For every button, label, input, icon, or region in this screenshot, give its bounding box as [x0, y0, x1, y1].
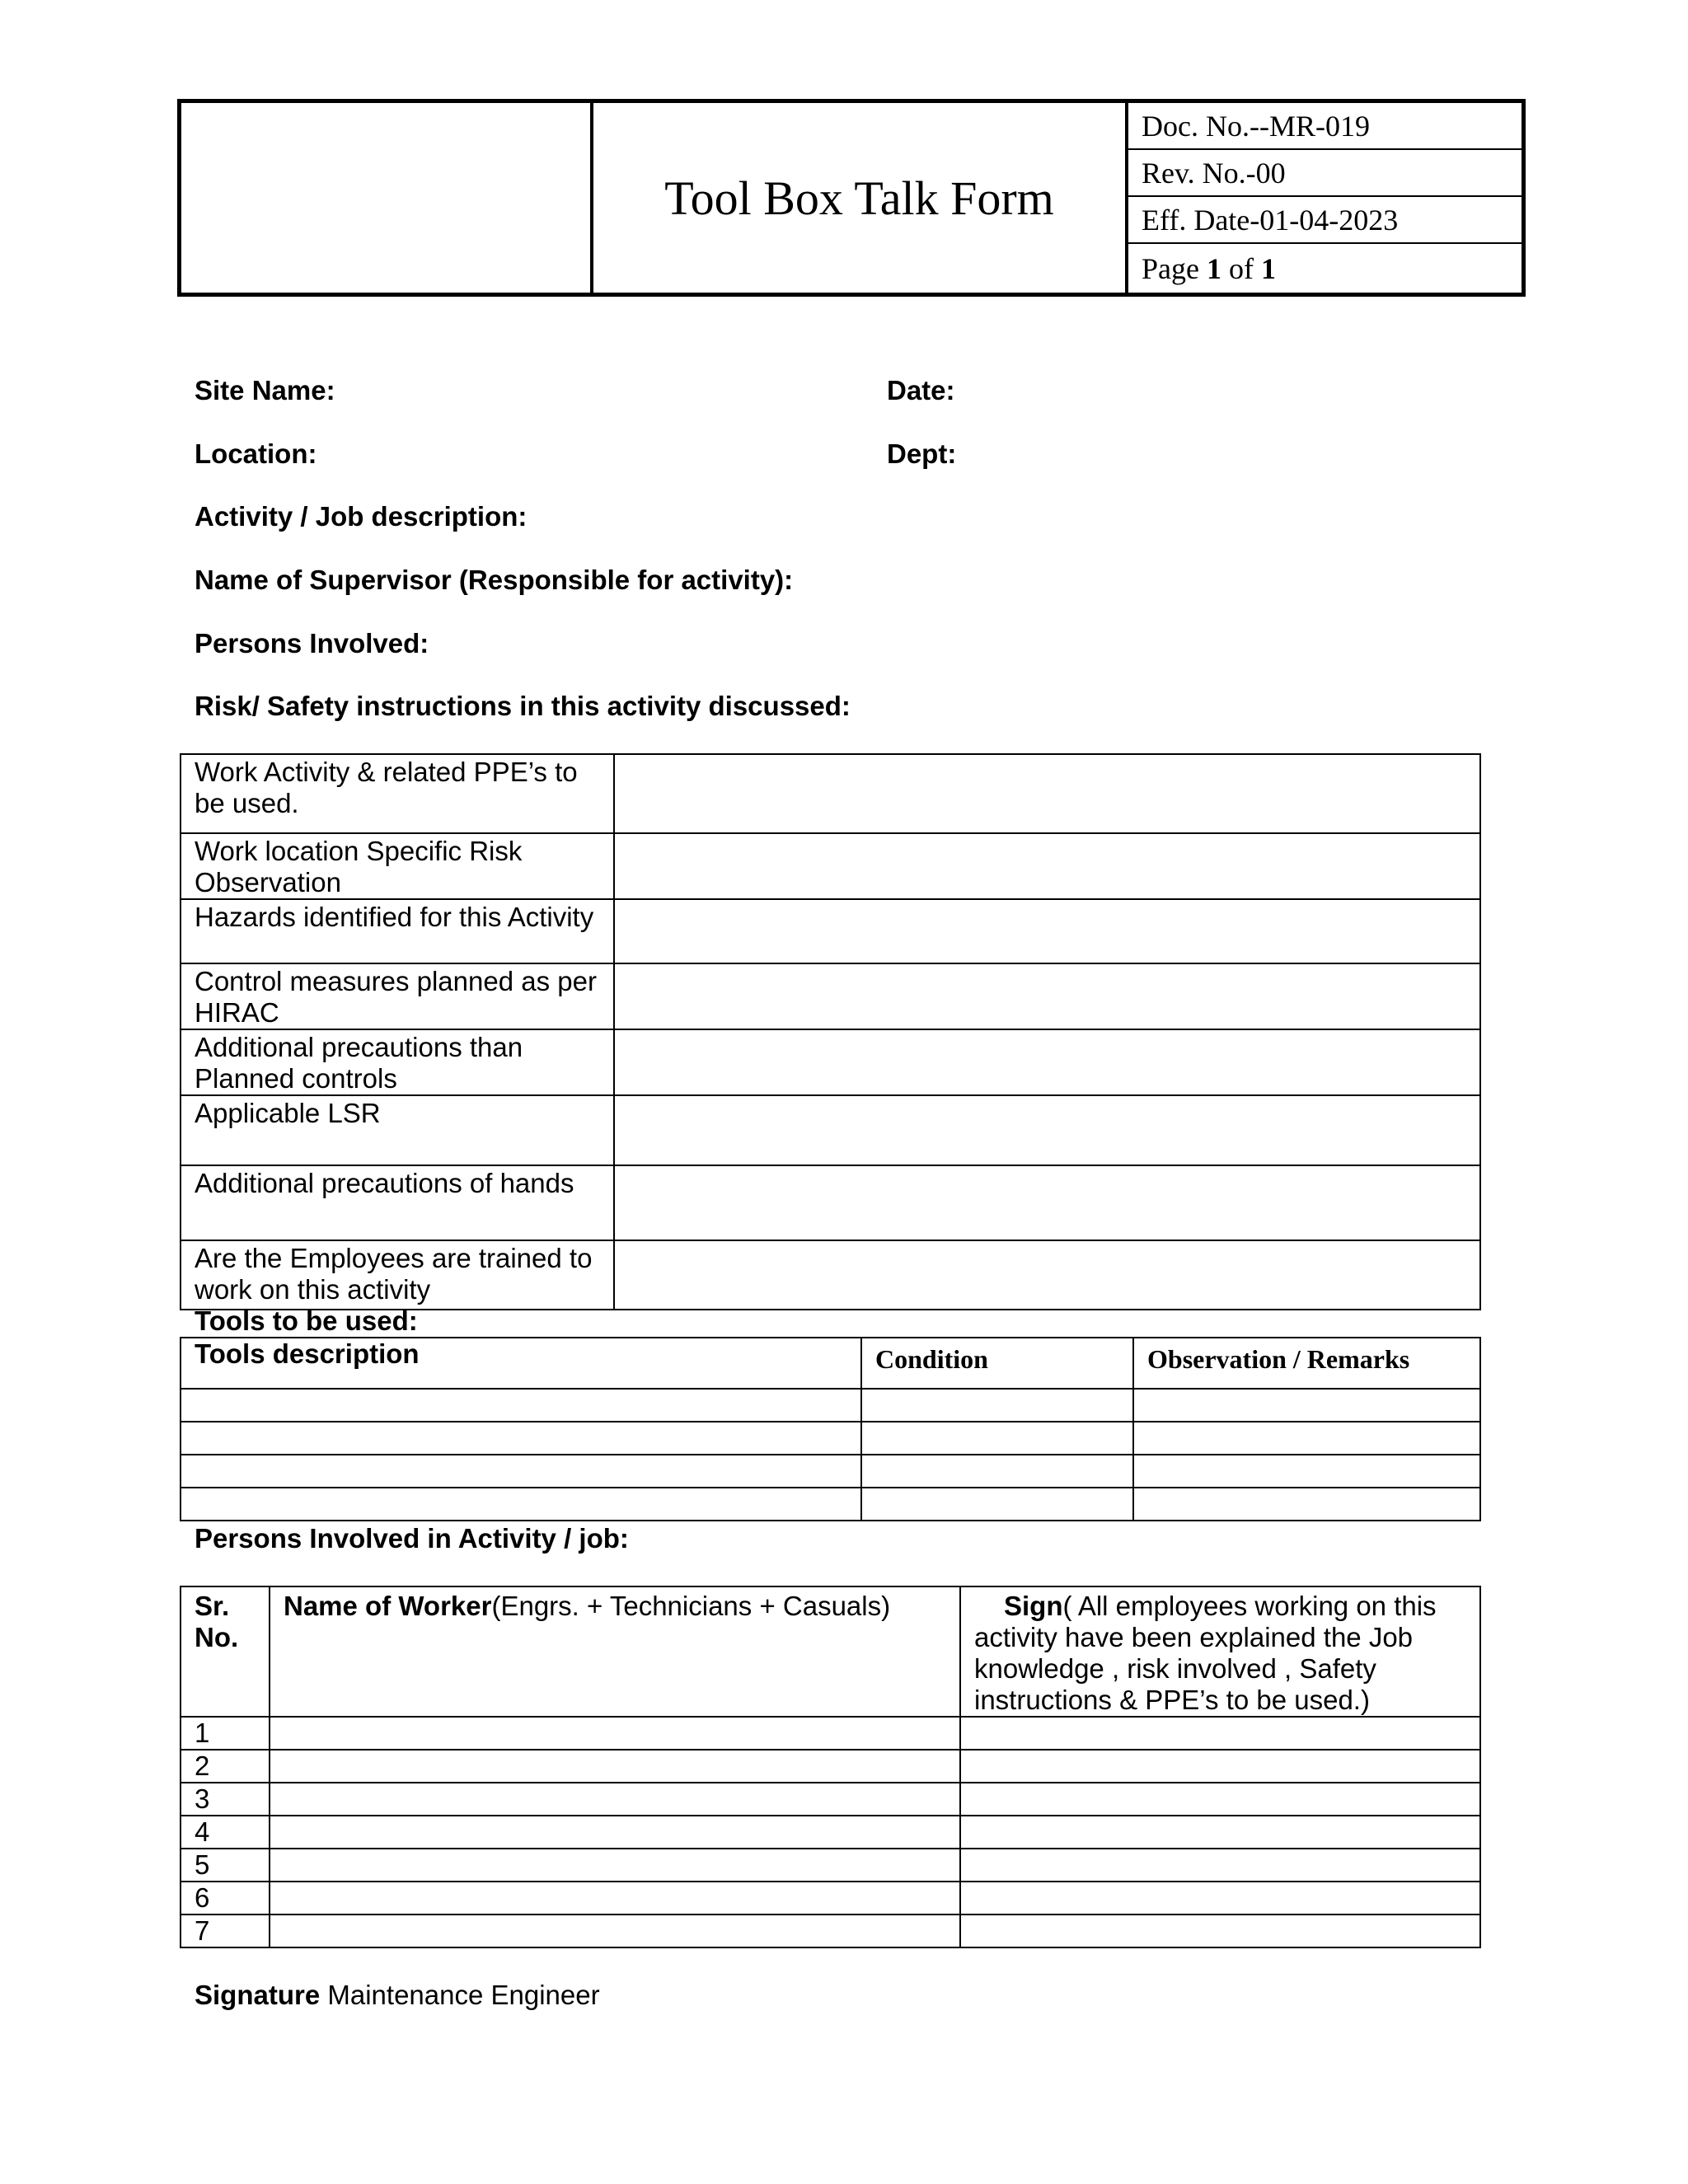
worker-name-cell[interactable] [270, 1849, 960, 1882]
worker-name-cell[interactable] [270, 1783, 960, 1816]
condition-header: Condition [861, 1338, 1133, 1389]
risk-instructions-label: Risk/ Safety instructions in this activity discussed: [195, 691, 851, 721]
sign-cell[interactable] [960, 1915, 1480, 1947]
risk-row-label: Work Activity & related PPE’s to be used. [181, 754, 614, 833]
tool-description-cell[interactable] [181, 1488, 861, 1521]
tools-table [180, 1337, 1481, 1521]
table-row [181, 1849, 1480, 1882]
document-header [177, 99, 1526, 297]
document-meta [1128, 103, 1522, 293]
risk-row-label: Applicable LSR [181, 1095, 614, 1165]
risk-row-label: Control measures planned as per HIRAC [181, 963, 614, 1029]
sign-cell[interactable] [960, 1882, 1480, 1915]
date-label: Date: [887, 375, 955, 405]
activity-description-label: Activity / Job description: [195, 501, 528, 532]
risk-row-input[interactable] [614, 1240, 1480, 1310]
risk-row-input[interactable] [614, 899, 1480, 963]
risk-row-label: Hazards identified for this Activity [181, 899, 614, 963]
table-row [181, 1029, 1480, 1095]
worker-name-cell[interactable] [270, 1750, 960, 1783]
page-number [1128, 244, 1522, 293]
sign-cell[interactable] [960, 1717, 1480, 1750]
risk-row-label: Additional precautions of hands [181, 1165, 614, 1240]
tool-description-cell[interactable] [181, 1389, 861, 1422]
page-total: 1 [1260, 251, 1276, 285]
persons-involved-label: Persons Involved: [195, 628, 429, 658]
table-row [181, 1816, 1480, 1849]
tool-condition-cell[interactable] [861, 1389, 1133, 1422]
sign-cell[interactable] [960, 1783, 1480, 1816]
table-row [181, 1389, 1480, 1422]
worker-name-header-bold: Name of Worker [284, 1591, 492, 1621]
signature-label: Signature [195, 1980, 321, 2010]
tool-condition-cell[interactable] [861, 1488, 1133, 1521]
worker-name-header [270, 1586, 960, 1717]
doc-number: Doc. No.--MR-019 [1128, 103, 1522, 150]
risk-row-label: Are the Employees are trained to work on this activity [181, 1240, 614, 1310]
table-row [181, 1455, 1480, 1488]
supervisor-label: Name of Supervisor (Responsible for activity): [195, 565, 794, 595]
tools-description-header: Tools description [181, 1338, 861, 1389]
risk-safety-table [180, 753, 1481, 1310]
sign-cell[interactable] [960, 1750, 1480, 1783]
sign-cell[interactable] [960, 1816, 1480, 1849]
sr-no-cell: 6 [181, 1882, 270, 1915]
table-row [181, 1717, 1480, 1750]
sign-cell[interactable] [960, 1849, 1480, 1882]
worker-name-cell[interactable] [270, 1816, 960, 1849]
remarks-header: Observation / Remarks [1133, 1338, 1480, 1389]
sr-no-cell: 4 [181, 1816, 270, 1849]
tool-remarks-cell[interactable] [1133, 1422, 1480, 1455]
effective-date: Eff. Date-01-04-2023 [1128, 197, 1522, 244]
tool-remarks-cell[interactable] [1133, 1488, 1480, 1521]
risk-row-label: Work location Specific Risk Observation [181, 833, 614, 899]
signature-role: Maintenance Engineer [320, 1980, 600, 2010]
table-header-row [181, 1338, 1480, 1389]
table-row [181, 1915, 1480, 1947]
revision-number: Rev. No.-00 [1128, 150, 1522, 197]
table-row [181, 1488, 1480, 1521]
worker-name-header-rest: (Engrs. + Technicians + Casuals) [491, 1591, 891, 1621]
sr-no-header: Sr. No. [181, 1586, 270, 1717]
table-row [181, 1240, 1480, 1310]
table-header-row [181, 1586, 1480, 1717]
sr-no-cell: 7 [181, 1915, 270, 1947]
tool-remarks-cell[interactable] [1133, 1389, 1480, 1422]
table-row [181, 754, 1480, 833]
worker-name-cell[interactable] [270, 1717, 960, 1750]
location-label: Location: [195, 438, 317, 469]
sr-no-cell: 5 [181, 1849, 270, 1882]
risk-row-input[interactable] [614, 833, 1480, 899]
table-row [181, 963, 1480, 1029]
table-row [181, 833, 1480, 899]
table-row [181, 1422, 1480, 1455]
risk-row-input[interactable] [614, 963, 1480, 1029]
sr-no-cell: 3 [181, 1783, 270, 1816]
page-prefix: Page [1142, 251, 1207, 285]
table-row [181, 1165, 1480, 1240]
risk-row-input[interactable] [614, 1095, 1480, 1165]
dept-label: Dept: [887, 438, 957, 469]
table-row [181, 899, 1480, 963]
page-current: 1 [1206, 251, 1221, 285]
tool-description-cell[interactable] [181, 1455, 861, 1488]
site-name-label: Site Name: [195, 375, 335, 405]
table-row [181, 1750, 1480, 1783]
table-row [181, 1783, 1480, 1816]
table-row [181, 1095, 1480, 1165]
risk-row-input[interactable] [614, 754, 1480, 833]
page-of: of [1221, 251, 1261, 285]
form-title: Tool Box Talk Form [593, 103, 1128, 293]
tool-condition-cell[interactable] [861, 1455, 1133, 1488]
sr-no-cell: 2 [181, 1750, 270, 1783]
sr-no-cell: 1 [181, 1717, 270, 1750]
table-row [181, 1882, 1480, 1915]
logo-cell [181, 103, 593, 293]
persons-heading: Persons Involved in Activity / job: [195, 1523, 629, 1554]
sign-header-bold: Sign [1004, 1591, 1063, 1621]
worker-name-cell[interactable] [270, 1882, 960, 1915]
risk-row-input[interactable] [614, 1029, 1480, 1095]
worker-name-cell[interactable] [270, 1915, 960, 1947]
signature-line [195, 1980, 600, 2011]
risk-row-input[interactable] [614, 1165, 1480, 1240]
persons-table [180, 1586, 1481, 1948]
tool-remarks-cell[interactable] [1133, 1455, 1480, 1488]
tool-condition-cell[interactable] [861, 1422, 1133, 1455]
risk-row-label: Additional precautions than Planned controls [181, 1029, 614, 1095]
tool-description-cell[interactable] [181, 1422, 861, 1455]
sign-header-rest: ( All employees working on this activity have been explained the Job knowledge , risk involved , Safety instructions & PPE’s to be used.) [974, 1591, 1437, 1715]
sign-header [960, 1586, 1480, 1717]
tools-heading: Tools to be used: [195, 1305, 418, 1336]
